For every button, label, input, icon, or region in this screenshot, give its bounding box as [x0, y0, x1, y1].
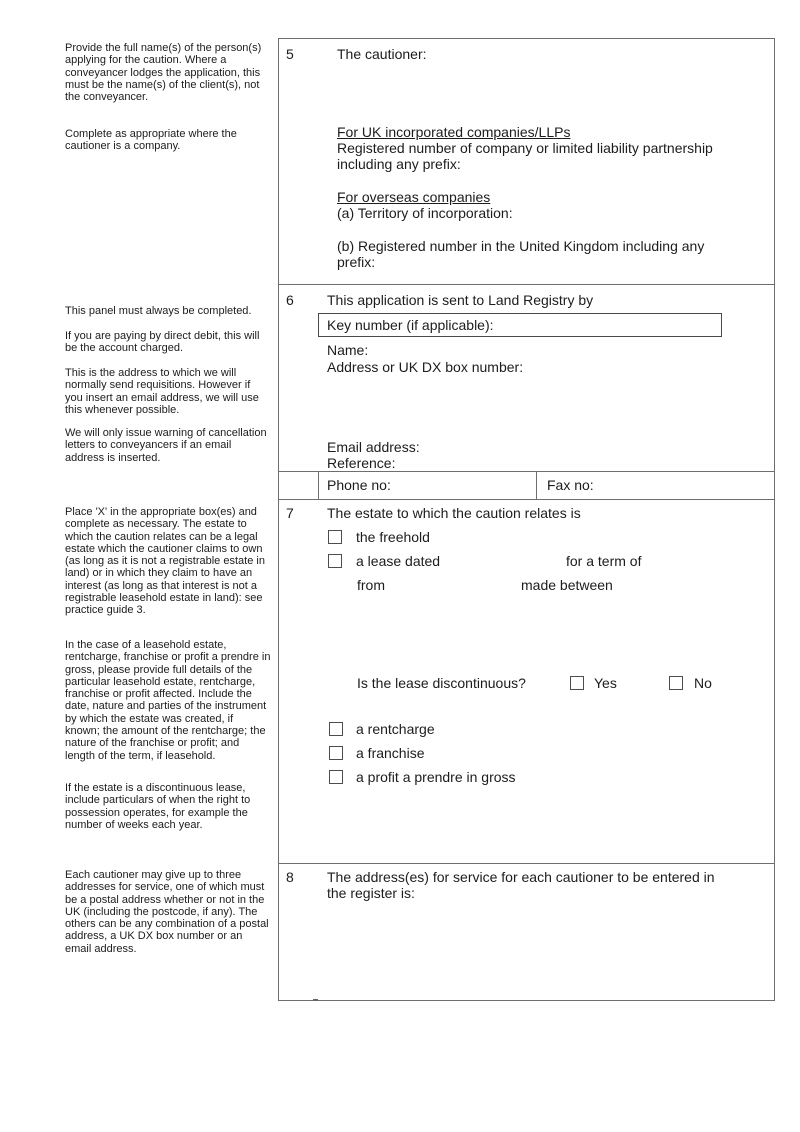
checkbox-yes[interactable] — [570, 676, 584, 690]
lease-dated-label: a lease dated — [356, 553, 441, 569]
email-label: Email address: — [327, 439, 420, 455]
rentcharge-label: a rentcharge — [356, 721, 435, 737]
margin-note-discontinuous-lease: If the estate is a discontinuous lease, include particulars of when the right to possession operates, for example the number of weeks each year. — [65, 782, 251, 831]
margin-note-panel-completed: This panel must always be completed. — [65, 305, 252, 317]
margin-note-direct-debit: If you are paying by direct debit, this will be the account charged. — [65, 330, 260, 355]
margin-note-provide-names: Provide the full name(s) of the person(s) applying for the caution. Where a conveyancer lodges the application, this must be the name(s) of the client(s), not the conveyancer. — [65, 42, 262, 104]
margin-note-place-x: Place 'X' in the appropriate box(es) and complete as necessary. The estate to which the caution relates can be a legal estate which the cautioner claims to own (as long as it is not a registrable estate in land) or in which they claim to have an interest (as long as that interest is not a registrable leasehold estate in land): see practice guide 3. — [65, 506, 265, 617]
checkbox-profit[interactable] — [329, 770, 343, 784]
checkbox-franchise[interactable] — [329, 746, 343, 760]
uk-registered-number-label-line1: (b) Registered number in the United Kingdom including any — [337, 238, 705, 254]
yes-label: Yes — [594, 675, 617, 691]
panel-5-title: The cautioner: — [337, 46, 427, 62]
reference-label: Reference: — [327, 455, 396, 471]
discontinuous-question: Is the lease discontinuous? — [357, 675, 526, 691]
panel-5-number: 5 — [286, 46, 294, 62]
key-number-field[interactable] — [318, 313, 722, 337]
checkbox-no[interactable] — [669, 676, 683, 690]
panel-7-number: 7 — [286, 505, 294, 521]
profit-label: a profit a prendre in gross — [356, 769, 516, 785]
panel-8-title-line1: The address(es) for service for each cautioner to be entered in — [327, 869, 715, 885]
uk-registered-number-label-line2: prefix: — [337, 254, 376, 270]
checkbox-freehold[interactable] — [328, 530, 342, 544]
franchise-label: a franchise — [356, 745, 425, 761]
panel-5-cautioner — [278, 38, 775, 285]
territory-of-incorporation-label: (a) Territory of incorporation: — [337, 205, 513, 221]
stray-mark — [313, 999, 318, 1001]
panel-6-title: This application is sent to Land Registry by — [327, 292, 594, 308]
margin-note-requisitions-address: This is the address to which we will normally send requisitions. However if you insert an email address, we will use this whenever possible. — [65, 367, 259, 416]
overseas-companies-heading: For overseas companies — [337, 189, 491, 205]
checkbox-lease[interactable] — [328, 554, 342, 568]
uk-companies-heading: For UK incorporated companies/LLPs — [337, 124, 571, 140]
registered-number-label-line2: including any prefix: — [337, 156, 461, 172]
name-label: Name: — [327, 342, 369, 358]
address-label: Address or UK DX box number: — [327, 359, 524, 375]
margin-note-leasehold-details: In the case of a leasehold estate, rentcharge, franchise or profit a prendre in gross, please provide full details of the particular leasehold estate, rentcharge, franchise or profit affected. Include the date, nature and parties of the instrument by which the estate was created, if known; the amount of the rentcharge; the nature of the franchise or profit; and length of the term, if leasehold. — [65, 639, 271, 762]
panel-6-sender — [278, 285, 775, 500]
panel-8-title-line2: the register is: — [327, 885, 415, 901]
phone-fax-divider — [536, 472, 537, 499]
panel-7-title: The estate to which the caution relates is — [327, 505, 581, 521]
margin-note-cancellation-warning: We will only issue warning of cancellation letters to conveyancers if an email address is inserted. — [65, 427, 267, 464]
phone-field[interactable]: Phone no: — [327, 477, 391, 493]
phone-row-left-divider — [318, 472, 319, 499]
for-a-term-of-label: for a term of — [566, 553, 642, 569]
panel-8-number: 8 — [286, 869, 294, 885]
freehold-label: the freehold — [356, 529, 430, 545]
key-number-label: Key number (if applicable): — [327, 317, 494, 333]
panel-7-estate — [278, 500, 775, 864]
from-label: from — [357, 577, 385, 593]
phone-fax-row — [279, 471, 774, 499]
panel-8-service-address — [278, 864, 775, 1001]
margin-note-company: Complete as appropriate where the cautioner is a company. — [65, 128, 237, 153]
registered-number-label-line1: Registered number of company or limited liability partnership — [337, 140, 713, 156]
made-between-label: made between — [521, 577, 613, 593]
fax-field[interactable]: Fax no: — [547, 477, 594, 493]
checkbox-rentcharge[interactable] — [329, 722, 343, 736]
margin-note-service-addresses: Each cautioner may give up to three addresses for service, one of which must be a postal address whether or not in the UK (including the postcode, if any). The others can be any combination of a postal address, a UK DX box number or an email address. — [65, 869, 269, 955]
no-label: No — [694, 675, 712, 691]
panel-6-number: 6 — [286, 292, 294, 308]
